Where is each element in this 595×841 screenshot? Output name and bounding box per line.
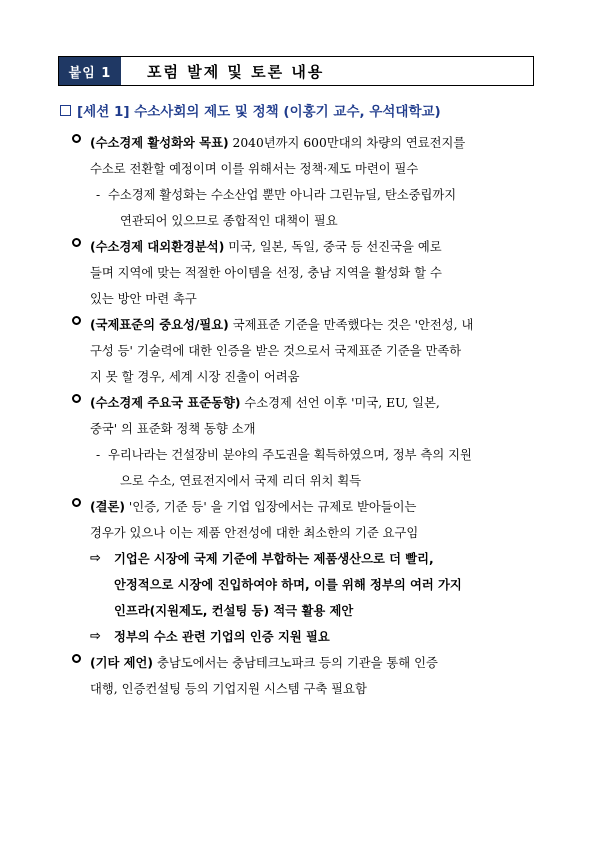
arrow-point-text: 인프라(지원제도, 컨설팅 등) 적극 활용 제안 [114, 604, 354, 618]
item-text: 경우가 있으나 이는 제품 안전성에 대한 최소한의 기준 요구임 [90, 526, 419, 540]
dash-icon: - [96, 448, 101, 462]
item-heading: (수소경제 주요국 표준동향) [90, 396, 241, 410]
item-text: 대행, 인증컨설팅 등의 기업지원 시스템 구축 필요함 [90, 682, 367, 696]
sub-item-text: 연관되어 있으므로 종합적인 대책이 필요 [120, 214, 338, 228]
arrow-point [90, 546, 542, 624]
section-title: [세션 1] 수소사회의 제도 및 정책 (이홍기 교수, 우석대학교) [77, 104, 441, 120]
square-icon [60, 105, 71, 116]
hollow-circle-bullet-icon [72, 654, 81, 663]
appendix-header [58, 56, 534, 86]
item-text: 국제표준 기준을 만족했다는 것은 '안전성, 내 [228, 318, 474, 332]
item-text: 중국' 의 표준화 정책 동향 소개 [90, 422, 256, 436]
hollow-circle-bullet-icon [72, 316, 81, 325]
item-text: 지 못 할 경우, 세계 시장 진출이 어려움 [90, 370, 300, 384]
item-text: 수소로 전환할 예정이며 이를 위해서는 정책·제도 마련이 필수 [90, 162, 419, 176]
arrow-point-text: 안정적으로 시장에 진입하여야 하며, 이를 위해 정부의 여러 가지 [114, 578, 462, 592]
section-heading [60, 100, 555, 120]
content-body [72, 130, 542, 702]
hollow-right-arrow-icon: ⇨ [90, 629, 101, 644]
hollow-right-arrow-icon: ⇨ [90, 551, 101, 566]
hollow-circle-bullet-icon [72, 498, 81, 507]
item-heading: (결론) [90, 500, 125, 514]
item-heading: (수소경제 활성화와 목표) [90, 136, 229, 150]
list-item [72, 234, 542, 312]
item-heading: (수소경제 대외환경분석) [90, 240, 225, 254]
hollow-circle-bullet-icon [72, 394, 81, 403]
item-text: 구성 등' 기술력에 대한 인증을 받은 것으로서 국제표준 기준을 만족하 [90, 344, 462, 358]
hollow-circle-bullet-icon [72, 134, 81, 143]
item-text: 들며 지역에 맞는 적절한 아이템을 선정, 충남 지역을 활성화 할 수 [90, 266, 442, 280]
item-text: 있는 방안 마련 촉구 [90, 292, 197, 306]
list-item [72, 494, 542, 650]
item-text: '인증, 기준 등' 을 기업 입장에서는 규제로 받아들이는 [125, 500, 417, 514]
item-text: 미국, 일본, 독일, 중국 등 선진국을 예로 [224, 240, 442, 254]
list-item [72, 390, 542, 494]
hollow-circle-bullet-icon [72, 238, 81, 247]
sub-item-text: 수소경제 활성화는 수소산업 뿐만 아니라 그린뉴딜, 탄소중립까지 [108, 188, 457, 202]
item-text: 충남도에서는 충남테크노파크 등의 기관을 통해 인증 [153, 656, 438, 670]
item-text: 수소경제 선언 이후 '미국, EU, 일본, [240, 396, 440, 410]
sub-item [90, 182, 542, 234]
item-heading: (국제표준의 중요성/필요) [90, 318, 229, 332]
list-item [72, 650, 542, 702]
list-item [72, 130, 542, 234]
sub-item-text: 으로 수소, 연료전지에서 국제 리더 위치 획득 [120, 474, 362, 488]
appendix-tag: 붙임 1 [59, 57, 121, 85]
appendix-title: 포럼 발제 및 토론 내용 [147, 62, 325, 81]
item-heading: (기타 제언) [90, 656, 154, 670]
sub-item-text: 우리나라는 건설장비 분야의 주도권을 획득하였으며, 정부 측의 지원 [108, 448, 472, 462]
list-item [72, 312, 542, 390]
sub-item [90, 442, 542, 494]
arrow-point-text: 기업은 시장에 국제 기준에 부합하는 제품생산으로 더 빨리, [114, 552, 434, 566]
arrow-point [90, 624, 542, 650]
arrow-point-text: 정부의 수소 관련 기업의 인증 지원 필요 [114, 630, 330, 644]
item-text: 2040년까지 600만대의 차량의 연료전지를 [228, 136, 466, 150]
dash-icon: - [96, 188, 101, 202]
